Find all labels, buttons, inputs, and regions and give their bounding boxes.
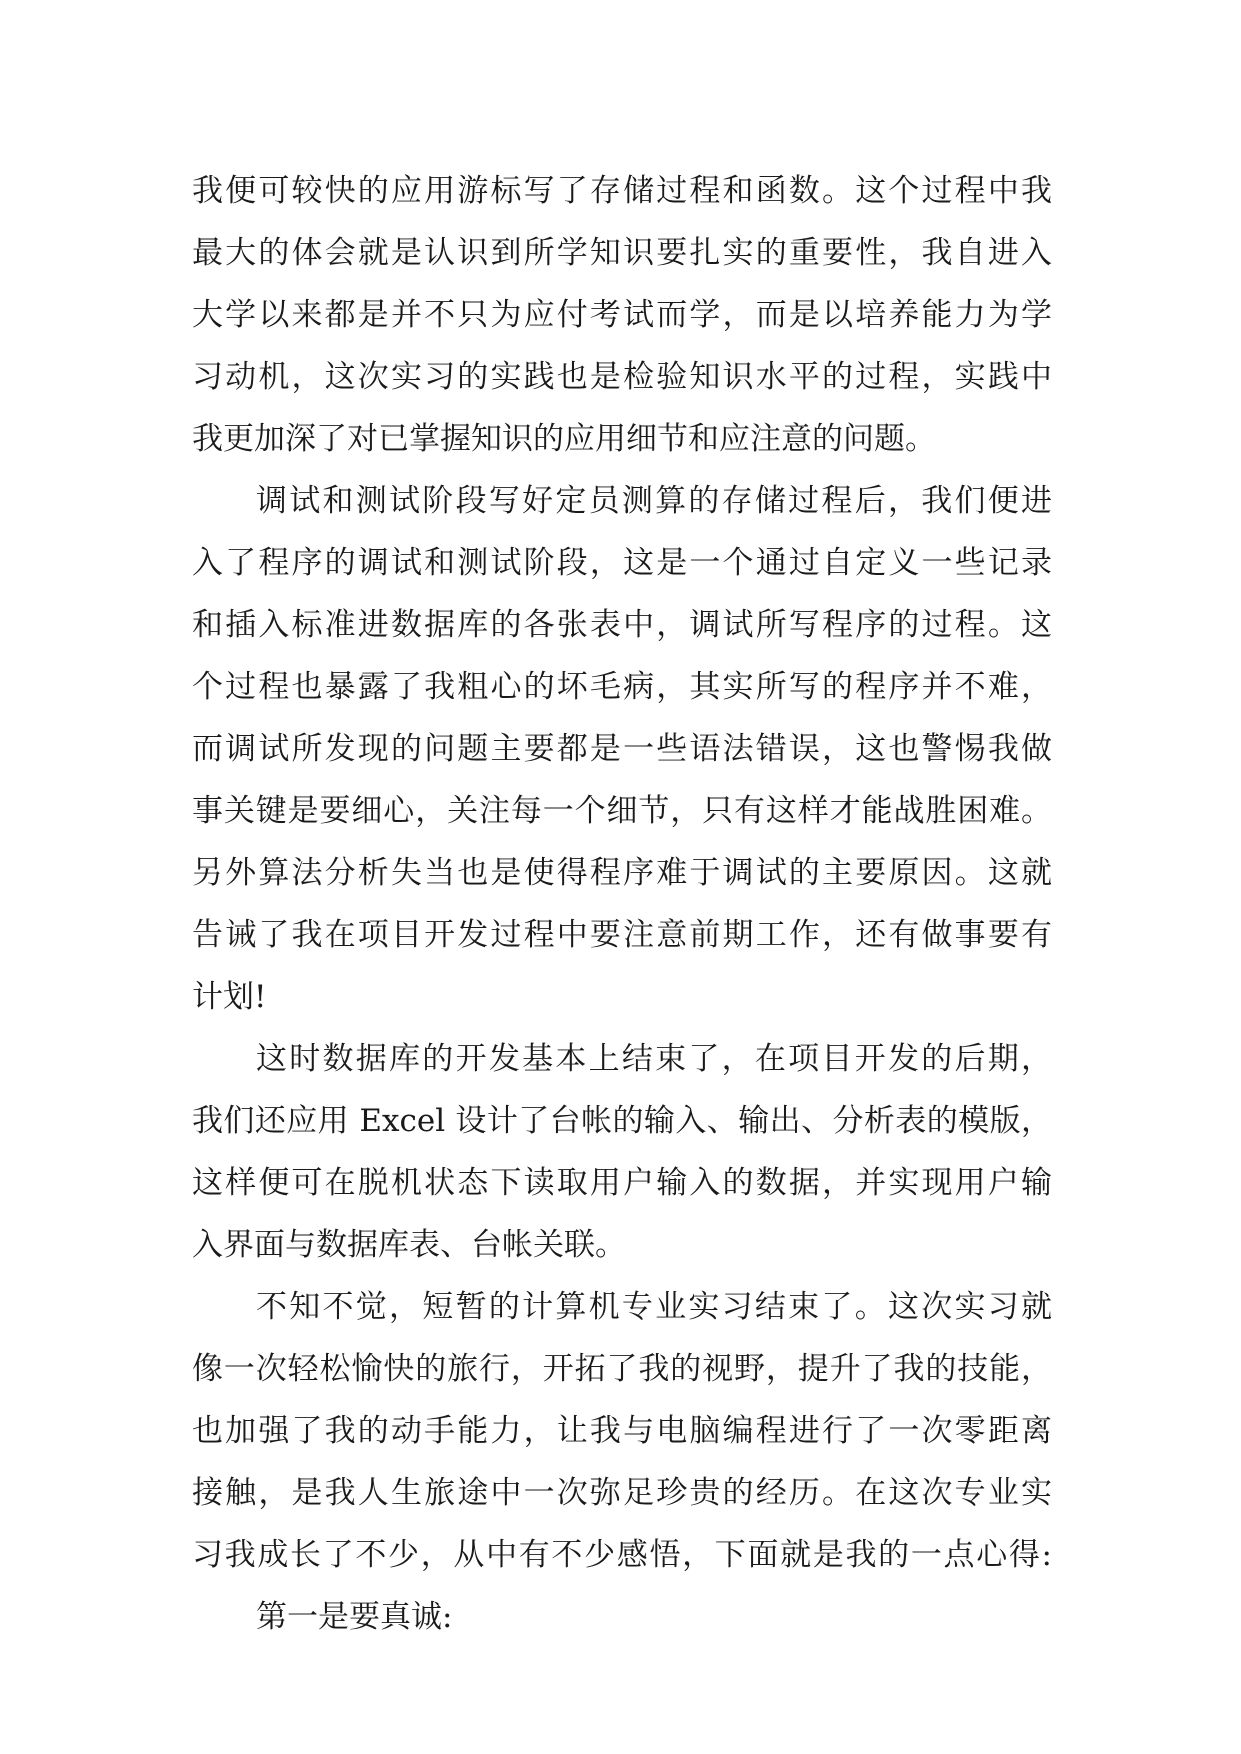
- text-line: 这时数据库的开发基本上结束了，在项目开发的后期，: [256, 1041, 1052, 1077]
- text-line: 大学以来都是并不只为应付考试而学，而是以培养能力为学: [192, 297, 1052, 333]
- text-line: 另外算法分析失当也是使得程序难于调试的主要原因。这就: [192, 855, 1052, 891]
- text-line: 入界面与数据库表、台帐关联。: [192, 1227, 626, 1263]
- text-line: 入了程序的调试和测试阶段，这是一个通过自定义一些记录: [192, 545, 1052, 581]
- paragraph-1: [192, 160, 1052, 470]
- text-line: 计划!: [192, 979, 267, 1015]
- text-line: 最大的体会就是认识到所学知识要扎实的重要性，我自进入: [192, 235, 1052, 271]
- text-line: 不知不觉，短暂的计算机专业实习结束了。这次实习就: [256, 1289, 1052, 1325]
- paragraph-5: [192, 1586, 1052, 1648]
- text-line: 我们还应用 Excel 设计了台帐的输入、输出、分析表的模版，: [192, 1103, 1052, 1139]
- text-line: 告诫了我在项目开发过程中要注意前期工作，还有做事要有: [192, 917, 1052, 953]
- text-line: 和插入标准进数据库的各张表中，调试所写程序的过程。这: [192, 607, 1052, 643]
- text-line: 习动机，这次实习的实践也是检验知识水平的过程，实践中: [192, 359, 1052, 395]
- body-text: [192, 160, 1052, 1648]
- paragraph-4: [192, 1276, 1052, 1586]
- text-line: 我更加深了对已掌握知识的应用细节和应注意的问题。: [192, 421, 936, 457]
- text-line: 第一是要真诚:: [256, 1599, 453, 1635]
- text-line: 这样便可在脱机状态下读取用户输入的数据，并实现用户输: [192, 1165, 1052, 1201]
- text-line: 接触，是我人生旅途中一次弥足珍贵的经历。在这次专业实: [192, 1475, 1052, 1511]
- text-line: 也加强了我的动手能力，让我与电脑编程进行了一次零距离: [192, 1413, 1052, 1449]
- text-line: 而调试所发现的问题主要都是一些语法错误，这也警惕我做: [192, 731, 1052, 767]
- text-line: 事关键是要细心，关注每一个细节，只有这样才能战胜困难。: [192, 793, 1052, 829]
- paragraph-2: [192, 470, 1052, 1028]
- paragraph-3: [192, 1028, 1052, 1276]
- text-line: 习我成长了不少，从中有不少感悟，下面就是我的一点心得:: [192, 1537, 1052, 1573]
- text-line: 像一次轻松愉快的旅行，开拓了我的视野，提升了我的技能，: [192, 1351, 1052, 1387]
- text-line: 我便可较快的应用游标写了存储过程和函数。这个过程中我: [192, 173, 1052, 209]
- text-line: 调试和测试阶段写好定员测算的存储过程后，我们便进: [256, 483, 1052, 519]
- text-line: 个过程也暴露了我粗心的坏毛病，其实所写的程序并不难，: [192, 669, 1052, 705]
